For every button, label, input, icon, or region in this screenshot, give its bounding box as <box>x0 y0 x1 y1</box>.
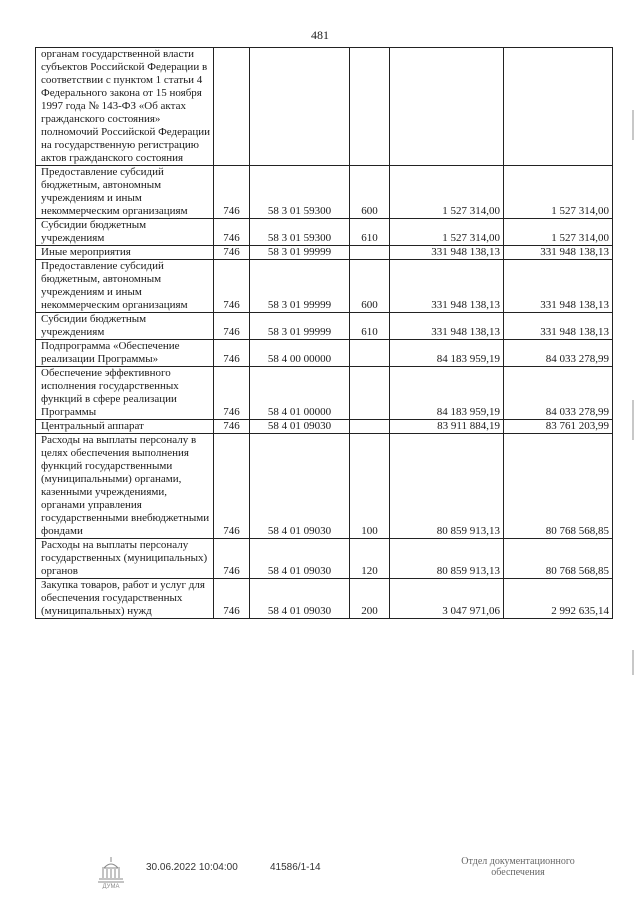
table-row <box>36 260 613 313</box>
row-name <box>36 48 214 166</box>
table-row <box>36 434 613 539</box>
row-ministry: 746 <box>214 260 250 313</box>
row-ministry: 746 <box>214 579 250 619</box>
row-article: 58 4 01 09030 <box>250 434 350 539</box>
row-name-text: органам государственной власти субъектов Российской Федерации в соответствии с пунктом 1 статьи 4 Федерального закона от 15 ноября 1997 года № 143-ФЗ «Об актах гражданского состояния» полномочий Российской Федерации на государственную регистрацию актов гражданского состояния <box>41 48 211 164</box>
row-name-text: Иные мероприятия <box>41 246 131 258</box>
row-sum-second: 83 761 203,99 <box>504 420 613 434</box>
row-sum-second: 1 527 314,00 <box>504 219 613 246</box>
footer-date: 30.06.2022 10:04:00 <box>146 862 238 873</box>
row-name-text: Расходы на выплаты персоналу в целях обеспечения выполнения функций государственными (муниципальными) органами, казенными учреждениями, органами управления государственными внебюджетными фондами <box>41 434 210 537</box>
page-footer <box>0 852 640 892</box>
row-ministry: 746 <box>214 340 250 367</box>
row-sum-first: 80 859 913,13 <box>390 539 504 579</box>
scan-edge-mark <box>632 400 634 440</box>
row-sum-second: 331 948 138,13 <box>504 246 613 260</box>
row-name-text: Предоставление субсидий бюджетным, автономным учреждениям и иным некоммерческим организациям <box>41 260 188 311</box>
page-number: 481 <box>311 28 329 42</box>
table-row <box>36 219 613 246</box>
department-stamp: Отдел документационного обеспечения <box>461 856 575 878</box>
row-sum-first: 3 047 971,06 <box>390 579 504 619</box>
row-article: 58 3 01 99999 <box>250 313 350 340</box>
row-ministry: 746 <box>214 313 250 340</box>
row-name <box>36 367 214 420</box>
row-ministry: 746 <box>214 539 250 579</box>
row-name-text: Расходы на выплаты персоналу государственных (муниципальных) органов <box>41 539 208 577</box>
row-ministry: 746 <box>214 367 250 420</box>
row-sum-first: 80 859 913,13 <box>390 434 504 539</box>
row-sum-second: 84 033 278,99 <box>504 367 613 420</box>
budget-table <box>35 47 613 619</box>
row-article: 58 3 01 99999 <box>250 260 350 313</box>
row-article: 58 3 01 59300 <box>250 219 350 246</box>
row-article: 58 4 01 09030 <box>250 420 350 434</box>
row-sum-second <box>504 48 613 166</box>
table-row <box>36 246 613 260</box>
row-name <box>36 539 214 579</box>
row-article <box>250 48 350 166</box>
row-sum-first: 84 183 959,19 <box>390 340 504 367</box>
row-sum-first: 84 183 959,19 <box>390 367 504 420</box>
row-expense-type: 610 <box>350 313 390 340</box>
row-ministry: 746 <box>214 166 250 219</box>
row-name-text: Подпрограмма «Обеспечение реализации Программы» <box>41 340 180 365</box>
row-expense-type: 600 <box>350 166 390 219</box>
table-row <box>36 420 613 434</box>
row-article: 58 4 01 00000 <box>250 367 350 420</box>
table-row <box>36 340 613 367</box>
footer-doc-id: 41586/1-14 <box>270 862 321 873</box>
row-name-text: Субсидии бюджетным учреждениям <box>41 219 147 244</box>
row-expense-type: 600 <box>350 260 390 313</box>
row-sum-second: 331 948 138,13 <box>504 260 613 313</box>
row-ministry: 746 <box>214 420 250 434</box>
row-name <box>36 166 214 219</box>
row-sum-first: 1 527 314,00 <box>390 219 504 246</box>
row-sum-first: 331 948 138,13 <box>390 313 504 340</box>
table-row <box>36 166 613 219</box>
row-name <box>36 313 214 340</box>
row-expense-type: 100 <box>350 434 390 539</box>
row-sum-second: 1 527 314,00 <box>504 166 613 219</box>
row-ministry: 746 <box>214 219 250 246</box>
row-name <box>36 246 214 260</box>
row-article: 58 3 01 59300 <box>250 166 350 219</box>
row-name-text: Предоставление субсидий бюджетным, автономным учреждениям и иным некоммерческим организациям <box>41 166 188 217</box>
row-ministry <box>214 48 250 166</box>
row-ministry: 746 <box>214 434 250 539</box>
row-sum-first: 331 948 138,13 <box>390 246 504 260</box>
duma-building-logo-icon <box>96 855 126 889</box>
scan-edge-mark <box>632 110 634 140</box>
row-name <box>36 579 214 619</box>
row-expense-type: 610 <box>350 219 390 246</box>
row-sum-first: 83 911 884,19 <box>390 420 504 434</box>
table-row <box>36 48 613 166</box>
table-row <box>36 539 613 579</box>
row-sum-first: 1 527 314,00 <box>390 166 504 219</box>
row-expense-type <box>350 340 390 367</box>
row-name-text: Закупка товаров, работ и услуг для обеспечения государственных (муниципальных) нужд <box>41 579 205 617</box>
row-name <box>36 434 214 539</box>
row-expense-type <box>350 367 390 420</box>
row-sum-first: 331 948 138,13 <box>390 260 504 313</box>
table-row <box>36 579 613 619</box>
svg-text:ДУМА: ДУМА <box>102 884 120 889</box>
budget-table-body <box>36 48 613 619</box>
row-name-text: Центральный аппарат <box>41 420 144 432</box>
row-sum-second: 80 768 568,85 <box>504 434 613 539</box>
row-expense-type: 200 <box>350 579 390 619</box>
row-name-text: Обеспечение эффективного исполнения государственных функций в сфере реализации Программы <box>41 367 179 418</box>
row-sum-first <box>390 48 504 166</box>
table-row <box>36 313 613 340</box>
scan-edge-mark <box>632 650 634 675</box>
row-article: 58 4 00 00000 <box>250 340 350 367</box>
row-name <box>36 219 214 246</box>
row-name-text: Субсидии бюджетным учреждениям <box>41 313 147 338</box>
row-expense-type: 120 <box>350 539 390 579</box>
row-expense-type <box>350 246 390 260</box>
row-ministry: 746 <box>214 246 250 260</box>
row-sum-second: 80 768 568,85 <box>504 539 613 579</box>
row-sum-second: 331 948 138,13 <box>504 313 613 340</box>
table-row <box>36 367 613 420</box>
row-name <box>36 340 214 367</box>
row-sum-second: 84 033 278,99 <box>504 340 613 367</box>
row-expense-type <box>350 48 390 166</box>
row-article: 58 4 01 09030 <box>250 539 350 579</box>
row-article: 58 3 01 99999 <box>250 246 350 260</box>
row-expense-type <box>350 420 390 434</box>
row-name <box>36 420 214 434</box>
row-article: 58 4 01 09030 <box>250 579 350 619</box>
row-sum-second: 2 992 635,14 <box>504 579 613 619</box>
row-name <box>36 260 214 313</box>
